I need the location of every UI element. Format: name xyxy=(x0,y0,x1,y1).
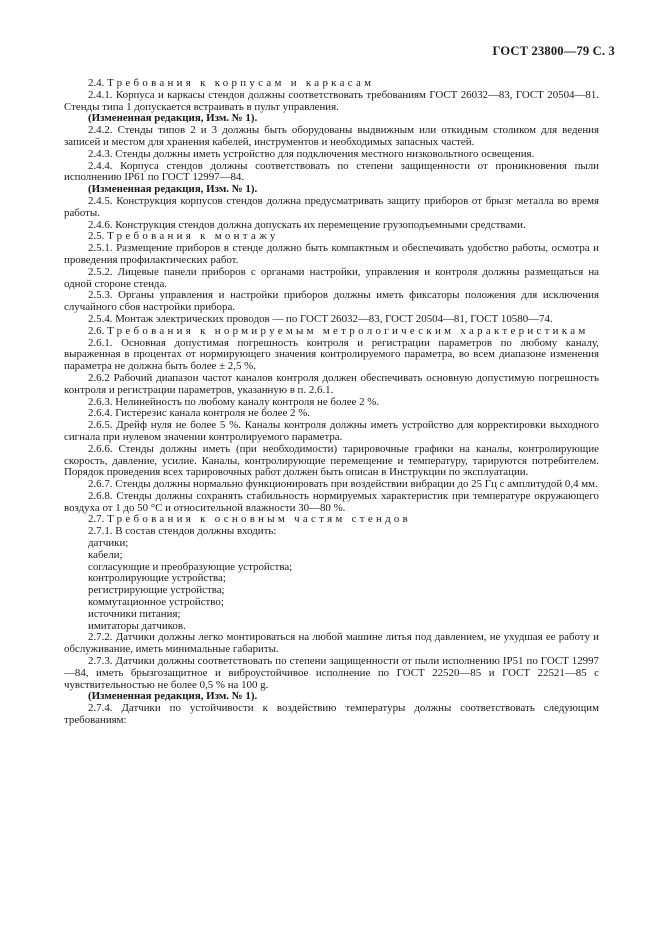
section-number: 2.4. xyxy=(88,77,105,89)
list-item: имитаторы датчиков. xyxy=(88,619,186,632)
paragraph: 2.5.1. Размещение приборов в стенде должно быть компактным и обеспечивать удобство работы, осмотра и проведения профилактических работ. xyxy=(64,242,599,266)
amendment-note: (Измененная редакция, Изм. № 1). xyxy=(88,112,258,125)
list-item: регистрирующие устройства; xyxy=(88,584,225,597)
paragraph: 2.6.3. Нелинейность по любому каналу контроля не более 2 %. xyxy=(88,395,380,408)
paragraph: 2.6.4. Гистерезис канала контроля не более 2 %. xyxy=(88,407,311,420)
section-number: 2.6. xyxy=(88,324,105,337)
paragraph: 2.7.1. В состав стендов должны входить: xyxy=(88,525,277,538)
paragraph: 2.6.2 Рабочий диапазон частот каналов контроля должен обеспечивать основную допустимую погрешность контроля и регистрации параметров, указанную в п. 2.6.1. xyxy=(64,371,599,396)
paragraph: 2.6.6. Стенды должны иметь (при необходимости) тарировочные графики на каналы, контролирующие скорость, давление, усилие. Каналы, контролирующие перемещение и температуру, тарируются потребителем. Порядок проведения всех тарировочных работ должен быть описан в Инструкции по эксплуатации. xyxy=(64,442,599,479)
paragraph: 2.4.4. Корпуса стендов должны соответствовать по степени защищенности от проникновения пыли исполнению IP61 по ГОСТ 12997—84. xyxy=(64,159,599,184)
section-title: Требования к основным частям стендов xyxy=(107,513,412,526)
section-title: Требования к монтажу xyxy=(107,230,279,243)
list-item: контролирующие устройства; xyxy=(88,572,226,585)
list-item: источники питания; xyxy=(88,607,181,620)
page-header: ГОСТ 23800—79 С. 3 xyxy=(492,44,615,58)
paragraph: 2.4.3. Стенды должны иметь устройство для подключения местного низковольтного освещения. xyxy=(88,147,535,160)
section-number: 2.7. xyxy=(88,513,105,526)
paragraph: 2.4.2. Стенды типов 2 и 3 должны быть оборудованы выдвижным или откидным столиком для ведения записей и местом для хранения кабелей, инструментов и необходимых запасных частей. xyxy=(64,124,599,148)
amendment-note: (Измененная редакция, Изм. № 1). xyxy=(88,690,258,703)
paragraph: 2.6.1. Основная допустимая погрешность контроля и регистрации параметров по любому каналу, выраженная в процентах от нормирующего значения контролируемого параметра, во всем диапазоне изменения параметра не должна быть более ± 2,5 %. xyxy=(64,336,599,373)
paragraph: 2.7.4. Датчики по устойчивости к воздействию температуры должны соответствовать следующим требованиям: xyxy=(64,702,599,727)
list-item: кабели; xyxy=(88,548,123,561)
list-item: коммутационное устройство; xyxy=(88,596,224,609)
paragraph: 2.5.3. Органы управления и настройки приборов должны иметь фиксаторы положения для исключения случайного сбоя настройки прибора. xyxy=(64,289,599,314)
paragraph: 2.4.1. Корпуса и каркасы стендов должны соответствовать требованиям ГОСТ 26032—83, ГОСТ 20504—81. Стенды типа 1 допускается встраивать в пульт управления. xyxy=(64,88,599,113)
section-title: Требования к корпусам и каркасам xyxy=(107,77,375,89)
section-title: Требования к нормируемым метрологическим характеристикам xyxy=(107,324,589,337)
document-body xyxy=(64,78,599,727)
paragraph: 2.6.7. Стенды должны нормально функционировать при воздействии вибрации до 25 Гц с амплитудой 0,4 мм. xyxy=(88,478,598,491)
section-heading xyxy=(64,326,599,338)
amendment-note: (Измененная редакция, Изм. № 1). xyxy=(88,183,258,196)
paragraph: 2.6.8. Стенды должны сохранять стабильность нормируемых характеристик при температуре окружающего воздуха от 1 до 50 °С и относительной влажности 30—80 %. xyxy=(64,489,599,514)
list-item: согласующие и преобразующие устройства; xyxy=(88,560,293,573)
paragraph: 2.7.3. Датчики должны соответствовать по степени защищенности от пыли исполнению IP51 по ГОСТ 12997—84, иметь брызгозащитное и виброустойчивое исполнение по ГОСТ 22520—85 и ГОСТ 22521—85 с чувствительностью не более 0,5 % на 100 g. xyxy=(64,655,599,691)
paragraph: 2.4.6. Конструкция стендов должна допускать их перемещение грузоподъемными средствами. xyxy=(88,218,526,231)
paragraph: 2.6.5. Дрейф нуля не более 5 %. Каналы контроля должны иметь устройство для корректировки выходного сигнала при нулевом значении контролируемого параметра. xyxy=(64,419,599,443)
paragraph: 2.7.2. Датчики должны легко монтироваться на любой машине литья под давлением, не ухудшая ее работу и обслуживание, иметь минимальные габариты. xyxy=(64,631,599,656)
list-item: датчики; xyxy=(88,537,129,550)
section-number: 2.5. xyxy=(88,230,105,243)
paragraph: 2.4.5. Конструкция корпусов стендов должна предусматривать защиту приборов от брызг металла во время работы. xyxy=(64,194,599,219)
paragraph: 2.5.4. Монтаж электрических проводов — по ГОСТ 26032—83, ГОСТ 20504—81, ГОСТ 10580—74. xyxy=(88,312,553,325)
paragraph: 2.5.2. Лицевые панели приборов с органами настройки, управления и контроля должны размещаться на одной стороне стенда. xyxy=(64,265,599,290)
